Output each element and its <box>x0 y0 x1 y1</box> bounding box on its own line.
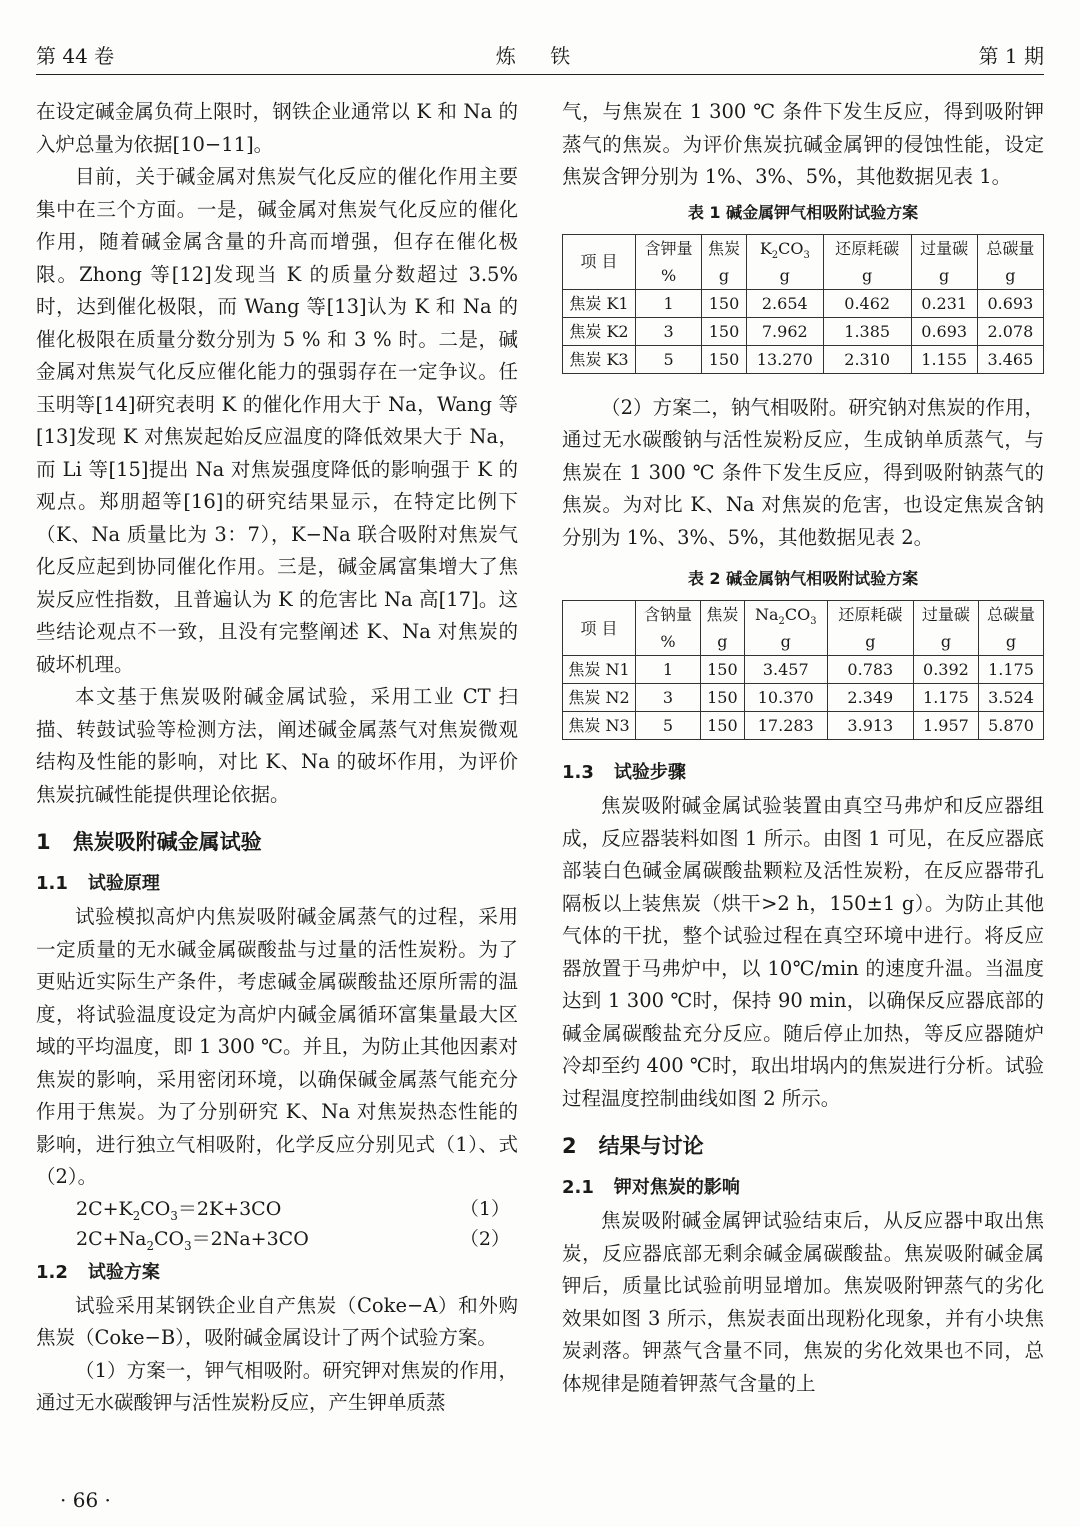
table-unit-cell: g <box>977 262 1043 290</box>
paragraph: 目前，关于碱金属对焦炭气化反应的催化作用主要集中在三个方面。一是，碱金属对焦炭气化反应的催化作用，随着碱金属含量的升高而增强，但存在催化极限。Zhong 等[12]发现当 K 的质量分数超过 3.5%时，达到催化极限，而 Wang 等[13]认为 K 和 Na 的催化极限在质量分数分别为 5 % 和 3 % 时。二是，碱金属对焦炭气化反应催化能力的强弱存在一定争议。任玉明等[14]研究表明 K 的催化作用大于 Na，Wang 等[13]发现 K 对焦炭起始反应温度的降低效果大于 Na，而 Li 等[15]提出 Na 对焦炭强度降低的影响强于 K 的观点。郑朋超等[16]的研究结果显示，在特定比例下（K、Na 质量比为 3：7），K−Na 联合吸附对焦炭气化反应起到协同催化作用。三是，碱金属富集增大了焦炭反应性指数，且普遍认为 K 的危害比 Na 高[17]。这些结论观点不一致，且没有完整阐述 K、Na 对焦炭的破坏机理。 <box>36 165 518 676</box>
paragraph: （1）方案一，钾气相吸附。研究钾对焦炭的作用，通过无水碳酸钾与活性炭粉反应，产生钾单质蒸 <box>36 1358 518 1414</box>
table-cell: 3.524 <box>978 684 1043 712</box>
table-cell: 150 <box>701 712 745 740</box>
table-row <box>563 656 1044 684</box>
table-cell: 17.283 <box>744 712 827 740</box>
table-cell: 3 <box>636 317 702 345</box>
table-header-cell: 含钠量 <box>636 601 701 629</box>
table-header-cell: 项 目 <box>563 601 636 656</box>
table-row <box>563 289 1044 317</box>
running-header <box>36 40 1044 75</box>
table-cell: 150 <box>702 345 747 373</box>
subsection-title: 试验原理 <box>87 873 160 894</box>
table-header-cell: 焦炭 <box>702 234 747 262</box>
table-cell: 1.155 <box>911 345 977 373</box>
table-cell: 3.457 <box>744 656 827 684</box>
table-1-title: 表 1 碱金属钾气相吸附试验方案 <box>687 202 919 222</box>
table-cell: 焦炭 N2 <box>563 684 636 712</box>
table-cell: 5.870 <box>978 712 1043 740</box>
table-unit-cell: g <box>913 628 978 656</box>
subsection-title: 钾对焦炭的影响 <box>613 1177 740 1198</box>
subsection-number: 1.3 <box>562 762 594 783</box>
table-cell: 焦炭 K3 <box>563 345 636 373</box>
table-cell: 焦炭 N1 <box>563 656 636 684</box>
table-cell: 2.654 <box>746 289 823 317</box>
table-header-row <box>563 601 1044 629</box>
table-row <box>563 345 1044 373</box>
table-unit-cell: g <box>701 628 745 656</box>
table-unit-cell: g <box>744 628 827 656</box>
table-cell: 1 <box>636 656 701 684</box>
table-cell: 焦炭 K1 <box>563 289 636 317</box>
table-header-cell: 还原耗碳 <box>827 601 913 629</box>
section-number: 2 <box>562 1134 577 1158</box>
table-header-cell: 总碳量 <box>978 601 1043 629</box>
table-unit-cell: g <box>823 262 911 290</box>
subsection-number: 2.1 <box>562 1177 594 1198</box>
table-header-cell: 项 目 <box>563 234 636 289</box>
table-cell: 1.175 <box>978 656 1043 684</box>
left-column <box>36 96 518 1420</box>
table-unit-cell: g <box>978 628 1043 656</box>
table-unit-cell: % <box>636 628 701 656</box>
table-header-cell: 过量碳 <box>913 601 978 629</box>
paragraph: （2）方案二，钠气相吸附。研究钠对焦炭的作用，通过无水碳酸钠与活性炭粉反应，生成钠单质蒸气，与焦炭在 1 300 ℃ 条件下发生反应，得到吸附钠蒸气的焦炭。为对比 K、Na 对焦炭的危害，也设定焦炭含钠分别为 1%、3%、5%，其他数据见表 2。 <box>562 395 1044 549</box>
table-cell: 0.783 <box>827 656 913 684</box>
paragraph: 试验模拟高炉内焦炭吸附碱金属蒸气的过程，采用一定质量的无水碱金属碳酸盐与过量的活性炭粉。为了更贴近实际生产条件，考虑碱金属碳酸盐还原所需的温度，将试验温度设定为高炉内碱金属循环富集量最大区域的平均温度，即 1 300 ℃。并且，为防止其他因素对焦炭的影响，采用密闭环境，以确保碱金属蒸气能充分作用于焦炭。为了分别研究 K、Na 对焦炭热态性能的影响，进行独立气相吸附，化学反应分别见式（1）、式（2）。 <box>36 905 518 1188</box>
equation-1 <box>36 1194 518 1224</box>
subsection-title: 试验步骤 <box>613 762 686 783</box>
table-1 <box>562 234 1044 374</box>
table-cell: 焦炭 N3 <box>563 712 636 740</box>
table-cell: 3 <box>636 684 701 712</box>
subsection-number: 1.2 <box>36 1261 68 1283</box>
table-cell: 0.693 <box>911 317 977 345</box>
subsection-heading <box>562 1173 1044 1203</box>
table-cell: 13.270 <box>746 345 823 373</box>
table-unit-cell: g <box>702 262 747 290</box>
table-header-cell: $Na_2CO_3$ <box>744 601 827 629</box>
section-title: 焦炭吸附碱金属试验 <box>72 830 262 854</box>
table-header-cell: 还原耗碳 <box>823 234 911 262</box>
table-2-title: 表 2 碱金属钠气相吸附试验方案 <box>687 569 919 588</box>
table-cell: 1.175 <box>913 684 978 712</box>
table-unit-cell: g <box>746 262 823 290</box>
table-unit-cell: g <box>827 628 913 656</box>
subsection-heading <box>36 1258 518 1288</box>
table-cell: 1.957 <box>913 712 978 740</box>
paragraph: 焦炭吸附碱金属试验装置由真空马弗炉和反应器组成，反应器装料如图 1 所示。由图 1 可见，在反应器底部装白色碱金属碳酸盐颗粒及活性炭粉，在反应器带孔隔板以上装焦炭（烘干>2 h，150±1 g）。为防止其他气体的干扰，整个试验过程在真空环境中进行。将反应器放置于马弗炉中，以 10℃/min 的速度升温。当温度达到 1 300 ℃时，保持 90 min，以确保反应器底部的碱金属碳酸盐充分反应。随后停止加热，等反应器随炉冷却至约 400 ℃时，取出坩埚内的焦炭进行分析。试验过程温度控制曲线如图 2 所示。 <box>562 794 1044 1110</box>
table-row <box>563 712 1044 740</box>
table-cell: 5 <box>636 712 701 740</box>
paragraph: 在设定碱金属负荷上限时，钢铁企业通常以 K 和 Na 的入炉总量为依据[10−11]。 <box>36 100 518 156</box>
table-cell: 0.392 <box>913 656 978 684</box>
paragraph: 试验采用某钢铁企业自产焦炭（Coke−A）和外购焦炭（Coke−B），吸附碱金属设计了两个试验方案。 <box>36 1293 518 1349</box>
section-heading <box>562 1131 1044 1161</box>
subsection-heading <box>562 758 1044 788</box>
table-cell: 3.465 <box>977 345 1043 373</box>
table-cell: 3.913 <box>827 712 913 740</box>
section-heading <box>36 827 518 857</box>
issue-label: 第 1 期 <box>978 44 1044 68</box>
table-cell: 2.310 <box>823 345 911 373</box>
table-2 <box>562 600 1044 740</box>
table-unit-row <box>563 262 1044 290</box>
equation-number: （2） <box>459 1227 510 1250</box>
table-row <box>563 684 1044 712</box>
table-cell: 焦炭 K2 <box>563 317 636 345</box>
subsection-title: 试验方案 <box>87 1261 160 1283</box>
right-column <box>562 96 1044 1400</box>
table-cell: 150 <box>702 289 747 317</box>
paragraph: 本文基于焦炭吸附碱金属试验，采用工业 CT 扫描、转鼓试验等检测方法，阐述碱金属蒸气对焦炭微观结构及性能的影响，对比 K、Na 的破坏作用，为评价焦炭抗碱性能提供理论依据。 <box>36 685 518 806</box>
table-cell: 0.693 <box>977 289 1043 317</box>
table-cell: 0.462 <box>823 289 911 317</box>
table-header-cell: 含钾量 <box>636 234 702 262</box>
table-unit-cell: g <box>911 262 977 290</box>
table-cell: 7.962 <box>746 317 823 345</box>
paragraph: 焦炭吸附碱金属钾试验结束后，从反应器中取出焦炭，反应器底部无剩余碱金属碳酸盐。焦炭吸附碱金属钾后，质量比试验前明显增加。焦炭吸附钾蒸气的劣化效果如图 3 所示，焦炭表面出现粉化现象，并有小块焦炭剥落。钾蒸气含量不同，焦炭的劣化效果也不同，总体规律是随着钾蒸气含量的上 <box>562 1209 1044 1395</box>
table-cell: 2.349 <box>827 684 913 712</box>
table-cell: 150 <box>702 317 747 345</box>
table-cell: 1 <box>636 289 702 317</box>
table-row <box>563 317 1044 345</box>
table-cell: 2.078 <box>977 317 1043 345</box>
subsection-number: 1.1 <box>36 873 68 894</box>
table-unit-row <box>563 628 1044 656</box>
table-header-row <box>563 234 1044 262</box>
equation-2 <box>36 1224 518 1254</box>
table-header-cell: 焦炭 <box>701 601 745 629</box>
equation-body: $2C+Na_2CO_3=2Na+3CO$ <box>76 1227 309 1253</box>
table-cell: 150 <box>701 684 745 712</box>
table-cell: 5 <box>636 345 702 373</box>
table-unit-cell: % <box>636 262 702 290</box>
volume-label: 第 44 卷 <box>36 44 115 68</box>
page-number: · 66 · <box>60 1488 111 1512</box>
table-cell: 0.231 <box>911 289 977 317</box>
section-number: 1 <box>36 830 51 854</box>
paragraph: 气，与焦炭在 1 300 ℃ 条件下发生反应，得到吸附钾蒸气的焦炭。为评价焦炭抗碱金属钾的侵蚀性能，设定焦炭含钾分别为 1%、3%、5%，其他数据见表 1。 <box>562 100 1044 188</box>
table-cell: 10.370 <box>744 684 827 712</box>
journal-name: 炼 铁 <box>495 44 585 68</box>
table-header-cell: $K_2CO_3$ <box>746 234 823 262</box>
section-title: 结果与讨论 <box>598 1134 704 1158</box>
table-header-cell: 过量碳 <box>911 234 977 262</box>
table-header-cell: 总碳量 <box>977 234 1043 262</box>
table-cell: 150 <box>701 656 745 684</box>
subsection-heading <box>36 869 518 899</box>
equation-number: （1） <box>459 1197 510 1220</box>
table-cell: 1.385 <box>823 317 911 345</box>
equation-body: $2C+K_2CO_3=2K+3CO$ <box>76 1197 282 1223</box>
